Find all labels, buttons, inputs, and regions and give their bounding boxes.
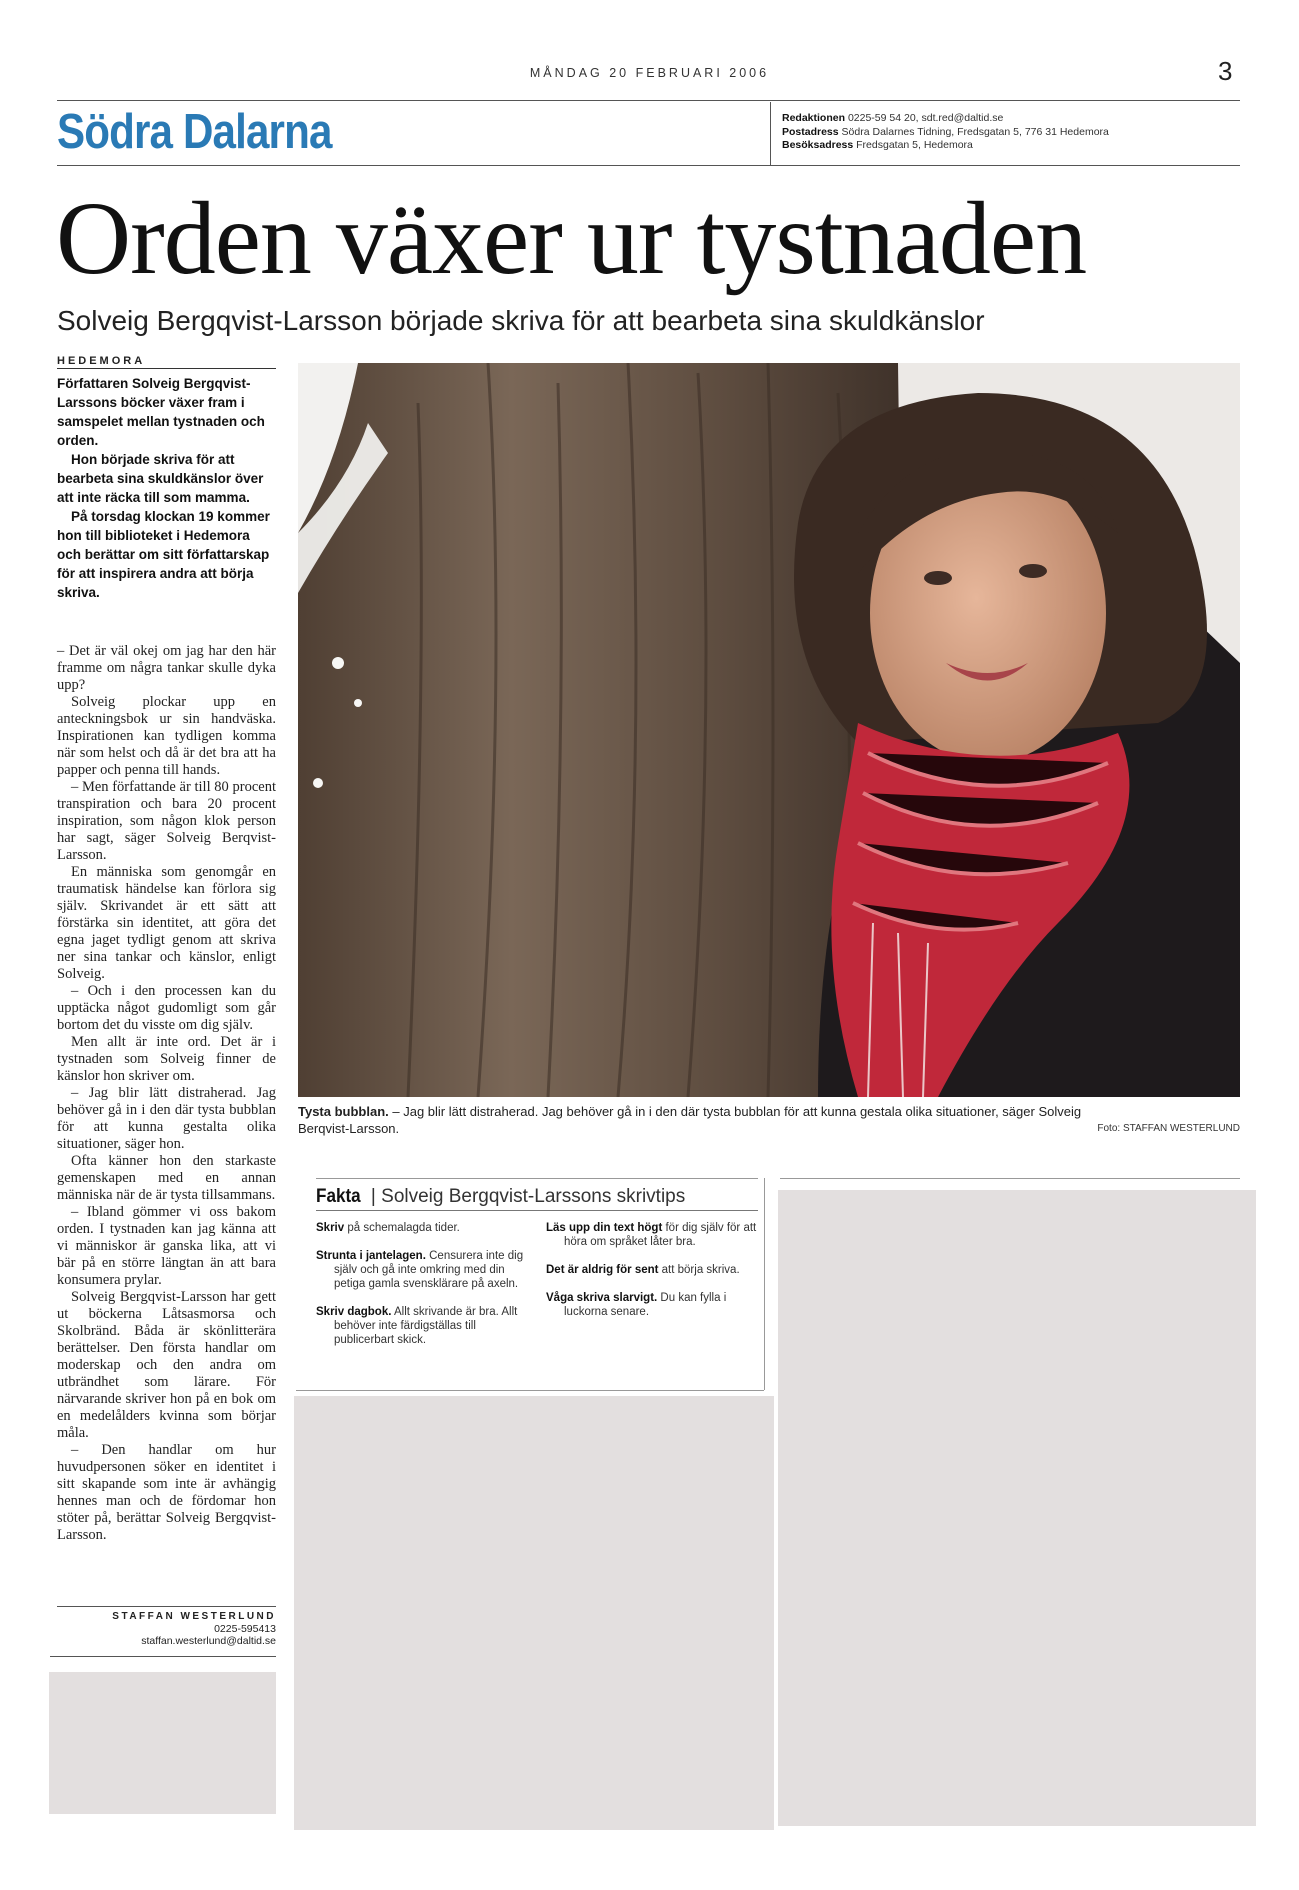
ad-placeholder-left <box>49 1672 276 1814</box>
fakta-tip: Det är aldrig för sent att börja skriva. <box>546 1264 740 1276</box>
header-top-rule <box>57 100 1240 101</box>
fakta-tip: Skriv dagbok. Allt skrivande är bra. Allt behöver inte färdigställas till publicerbart skick. <box>316 1306 518 1346</box>
fakta-heading: Fakta | Solveig Bergqvist-Larssons skrivtips <box>316 1186 686 1207</box>
photo-illustration <box>298 363 1240 1097</box>
byline-bottom-rule <box>50 1656 276 1657</box>
page-number: 3 <box>1218 56 1233 86</box>
fakta-tip: Strunta i jantelagen. Censurera inte dig själv och gå inte omkring med din petiga gamla svensklärare på axeln. <box>316 1250 524 1290</box>
lead-paragraphs <box>57 374 277 602</box>
fakta-columns <box>316 1221 758 1361</box>
photo-caption: Tysta bubblan. – Jag blir lätt distraherad. Jag behöver gå in i den där tysta bubblan för att kunna gestala olika situationer, säger Solveig Berqvist-Larsson. <box>298 1104 1082 1136</box>
fakta-right-border <box>764 1178 765 1390</box>
issue-date: MÅNDAG 20 FEBRUARI 2006 <box>529 66 770 80</box>
fakta-bottom-rule <box>296 1390 764 1391</box>
contact-row-besoksadress: Besöksadress Fredsgatan 5, Hedemora <box>782 139 973 151</box>
body-paragraph: Men allt är inte ord. Det är i tystnaden som Solveig finner de känslor hon skriver om. <box>57 1034 276 1084</box>
right-column-rule <box>780 1178 1240 1179</box>
body-paragraph: – Jag blir lätt distraherad. Jag behöver gå in i den där tysta bubblan för att kunna gestalta olika situationer, säger hon. <box>57 1085 276 1152</box>
body-paragraph: Solveig plockar upp en anteckningsbok ur sin handväska. Inspirationen kan tydligen komma när som helst och då är det bra att ha papper och penna till hands. <box>57 694 276 778</box>
fakta-tip: Våga skriva slarvigt. Du kan fylla i luckorna senare. <box>546 1292 727 1318</box>
body-paragraph: Solveig Bergqvist-Larsson har gett ut böckerna Låtsasmorsa och Skolbränd. Båda är skönlitterära berättelser. Den första handlar om moderskap och den andra om utbrändhet som lärare. För närvarande skriver hon på en bok om en medelålders kvinna som börjar måla. <box>57 1289 276 1441</box>
contact-row-postadress: Postadress Södra Dalarnes Tidning, Fredsgatan 5, 776 31 Hedemora <box>782 125 1109 138</box>
ad-placeholder-center <box>294 1396 774 1830</box>
body-paragraph: – Och i den processen kan du upptäcka något gudomligt som går bortom det du visste om dig själv. <box>57 983 276 1033</box>
article-photo <box>298 363 1240 1097</box>
photo-credit: Foto: STAFFAN WESTERLUND <box>1097 1123 1240 1134</box>
fakta-top-rule <box>316 1178 758 1179</box>
contact-block <box>782 112 1109 153</box>
header-divider <box>770 102 771 166</box>
body-paragraph: Ofta känner hon den starkaste gemenskapen med en annan människa när de är tysta tillsammans. <box>57 1153 276 1203</box>
body-paragraph: En människa som genomgår en traumatisk händelse kan förlora sig själv. Skrivandet är ett sätt att förstärka sin identitet, att göra det egna jaget tydligt genom att skriva ner sina tankar och känslor, enligt Solveig. <box>57 864 276 982</box>
fakta-tip: Läs upp din text högt för dig själv för att höra om språket låter bra. <box>546 1222 757 1248</box>
body-paragraph: – Det är väl okej om jag har den här framme om några tankar skulle dyka upp? <box>57 643 276 693</box>
dateline-rule <box>57 368 276 369</box>
contact-row-redaktion: Redaktionen 0225-59 54 20, sdt.red@daltid.se <box>782 112 1004 124</box>
dateline: HEDEMORA <box>57 355 146 367</box>
byline-email[interactable]: staffan.westerlund@daltid.se <box>141 1635 276 1647</box>
fakta-tip: Skriv på schemalagda tider. <box>316 1222 460 1234</box>
section-title: Södra Dalarna <box>57 105 332 159</box>
byline-name: STAFFAN WESTERLUND <box>112 1611 276 1622</box>
lead-paragraph: Författaren Solveig Bergqvist-Larssons böcker växer fram i samspelet mellan tystnaden och orden. <box>57 376 265 448</box>
headline: Orden växer ur tystnaden <box>56 181 1087 296</box>
deck: Solveig Bergqvist-Larsson började skriva för att bearbeta sina skuldkänslor <box>57 305 985 336</box>
ad-placeholder-right <box>778 1190 1256 1826</box>
byline <box>57 1611 276 1647</box>
lead-paragraph: På torsdag klockan 19 kommer hon till biblioteket i Hedemora och berättar om sitt författarskap för att inspirera andra att börja skriva. <box>57 509 270 600</box>
article-body <box>57 643 276 1544</box>
fakta-box <box>316 1186 758 1361</box>
fakta-column-1 <box>316 1221 528 1361</box>
body-paragraph: – Men författande är till 80 procent transpiration och bara 20 procent inspiration, som någon klok person har sagt, säger Solveig Berqvist-Larsson. <box>57 779 276 863</box>
byline-top-rule <box>57 1606 276 1607</box>
header-bottom-rule <box>57 165 1240 166</box>
body-paragraph: – Ibland gömmer vi oss bakom orden. I tystnaden kan jag känna att vi människor är ganska lika, att vi bär på en större längtan än att bara konsumera prylar. <box>57 1204 276 1288</box>
body-paragraph: – Den handlar om hur huvudpersonen söker en identitet i sitt skapande som inte är avhängig hennes man och de fördomar hon stöter på, berättar Solveig Bergqvist-Larsson. <box>57 1442 276 1543</box>
byline-phone: 0225-595413 <box>214 1623 276 1635</box>
fakta-column-2 <box>546 1221 758 1361</box>
fakta-heading-rule <box>316 1210 758 1211</box>
lead-paragraph: Hon började skriva för att bearbeta sina skuldkänslor över att inte räcka till som mamma. <box>57 452 264 505</box>
